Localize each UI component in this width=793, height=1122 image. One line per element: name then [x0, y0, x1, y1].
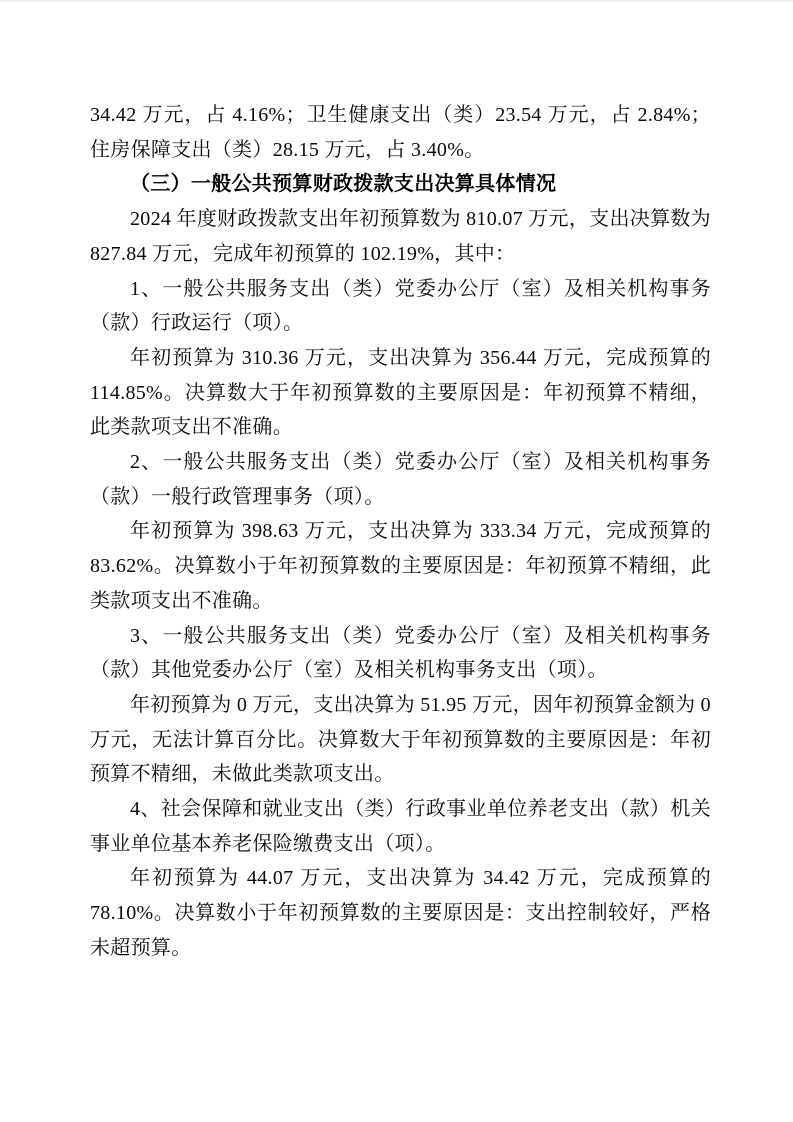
- paragraph-item-1-title: 1、一般公共服务支出（类）党委办公厅（室）及相关机构事务（款）行政运行（项）。: [90, 277, 711, 335]
- document-content: [90, 98, 711, 966]
- paragraph-item-1-detail: 年初预算为 310.36 万元，支出决算为 356.44 万元，完成预算的 114.85%。决算数大于年初预算数的主要原因是：年初预算不精细，此类款项支出不准确。: [90, 346, 711, 439]
- section-heading: （三）一般公共预算财政拨款支出决算具体情况: [130, 173, 557, 196]
- paragraph-item-3-title: 3、一般公共服务支出（类）党委办公厅（室）及相关机构事务（款）其他党委办公厅（室）及相关机构事务支出（项）。: [90, 624, 711, 682]
- paragraph-item-3-detail: 年初预算为 0 万元，支出决算为 51.95 万元，因年初预算金额为 0 万元，无法计算百分比。决算数大于年初预算数的主要原因是：年初预算不精细，未做此类款项支出。: [90, 693, 711, 786]
- paragraph-item-2-detail: 年初预算为 398.63 万元，支出决算为 333.34 万元，完成预算的 83.62%。决算数小于年初预算数的主要原因是：年初预算不精细，此类款项支出不准确。: [90, 520, 711, 612]
- paragraph-item-2-title: 2、一般公共服务支出（类）党委办公厅（室）及相关机构事务（款）一般行政管理事务（项）。: [90, 451, 711, 508]
- paragraph-item-4-detail: 年初预算为 44.07 万元，支出决算为 34.42 万元，完成预算的 78.10%。决算数小于年初预算数的主要原因是：支出控制较好，严格未超预算。: [90, 867, 711, 959]
- paragraph-item-4-title: 4、社会保障和就业支出（类）行政事业单位养老支出（款）机关事业单位基本养老保险缴费支出（项）。: [90, 798, 711, 855]
- paragraph-continuation: 34.42 万元，占 4.16%；卫生健康支出（类）23.54 万元，占 2.84%；住房保障支出（类）28.15 万元，占 3.40%。: [90, 104, 711, 161]
- paragraph-summary: 2024 年度财政拨款支出年初预算数为 810.07 万元，支出决算数为 827.84 万元，完成年初预算的 102.19%，其中：: [90, 208, 711, 265]
